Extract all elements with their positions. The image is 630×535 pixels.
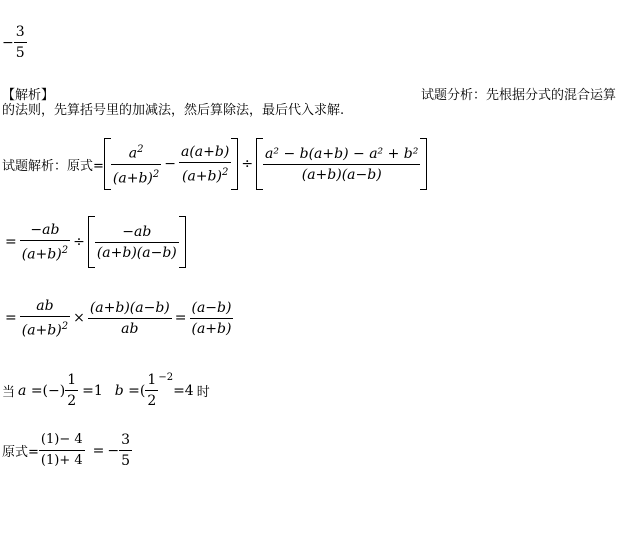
answer-sign: −: [2, 34, 14, 51]
right-bracket: [420, 138, 427, 190]
step2-left-denominator: $(a+b)^2$: [21, 244, 69, 263]
a-open-paren: (−): [42, 382, 66, 399]
analysis-text1: 先根据分式的混合运算: [486, 88, 617, 103]
final-label: 原式=: [2, 445, 39, 460]
divide-sign: ÷: [241, 156, 254, 172]
b-result: =4: [173, 382, 194, 399]
final-result-denominator: 5: [121, 453, 131, 469]
a-fraction: [65, 370, 78, 411]
term3-numerator: a² − b(a+b) − a² + b²: [265, 145, 419, 162]
step2-left-numerator: −ab: [30, 221, 60, 238]
term2-numerator: a(a+b): [181, 143, 230, 160]
solution-line2: [2, 216, 186, 268]
times-sign: ×: [73, 310, 85, 327]
final-result-numerator: 3: [121, 432, 131, 448]
b-fraction: [145, 370, 158, 411]
term1-fraction: [111, 140, 161, 188]
solution-line3: [2, 296, 233, 341]
divide-sign: ÷: [73, 234, 85, 250]
final-numerator: (1)− 4: [40, 432, 83, 447]
analysis-line1: [421, 84, 616, 103]
shi-label: 时: [196, 385, 210, 400]
step2-right-denominator: (a+b)(a−b): [96, 244, 177, 261]
a-label: a =: [18, 382, 43, 399]
left-bracket: [256, 138, 263, 190]
step3-c-numerator: (a−b): [191, 299, 232, 316]
equals-sign: =: [92, 442, 105, 459]
b-exponent: −2: [158, 372, 174, 383]
step3-b-fraction: [88, 298, 172, 339]
final-fraction: [39, 430, 85, 471]
step3-c-denominator: (a+b): [191, 320, 232, 337]
left-bracket: [88, 216, 95, 268]
step3-a-denominator: $(a+b)^2$: [21, 321, 69, 339]
equals-sign: =: [174, 310, 187, 327]
right-bracket: [179, 216, 186, 268]
final-result-sign: −: [107, 442, 120, 459]
final-result-fraction: [119, 430, 132, 471]
step2-right-numerator: −ab: [122, 223, 152, 240]
equals-sign: =: [5, 310, 17, 327]
step3-a-numerator: ab: [36, 298, 54, 314]
analysis-line2: 的法则，先算括号里的加减法，然后算除法，最后代入求解.: [2, 103, 345, 118]
step2-left-fraction: [20, 220, 70, 265]
term2-fraction: [179, 142, 231, 187]
a-fraction-denominator: 2: [67, 393, 77, 409]
step3-c-fraction: [190, 298, 234, 339]
answer-denominator: 5: [15, 45, 25, 61]
a-fraction-numerator: 1: [67, 372, 77, 388]
substitution-line: [2, 370, 210, 411]
equals-sign: =: [5, 234, 17, 250]
b-label: b =: [114, 382, 140, 399]
analysis-label: 试题分析：: [421, 88, 487, 103]
step3-b-numerator: (a+b)(a−b): [89, 299, 170, 316]
minus-sign: −: [164, 156, 176, 172]
step2-right-fraction: [95, 222, 179, 263]
answer-fraction: [14, 22, 27, 63]
answer-numerator: 3: [15, 24, 25, 40]
solution-intro: 试题解析：原式=: [2, 158, 104, 174]
answer: [2, 22, 27, 63]
b-fraction-numerator: 1: [147, 372, 157, 388]
analysis-heading: 【解析】: [2, 88, 55, 103]
right-bracket: [231, 138, 238, 190]
term1-numerator: $a^2$: [128, 143, 144, 162]
term1-denominator: $(a+b)^2$: [112, 168, 160, 187]
term3-fraction: [263, 144, 420, 185]
step3-a-fraction: [20, 296, 70, 341]
b-fraction-denominator: 2: [147, 393, 157, 409]
left-bracket: [104, 138, 111, 190]
final-denominator: (1)+ 4: [40, 453, 83, 468]
final-line: [2, 430, 132, 471]
when-label: 当: [2, 385, 16, 400]
b-open-paren: (: [139, 382, 146, 399]
a-result: =1: [82, 382, 103, 399]
term3-denominator: (a+b)(a−b): [301, 166, 382, 183]
step3-b-denominator: ab: [121, 320, 139, 337]
term2-denominator: $(a+b)^2$: [181, 166, 229, 185]
solution-line1: [2, 138, 427, 190]
